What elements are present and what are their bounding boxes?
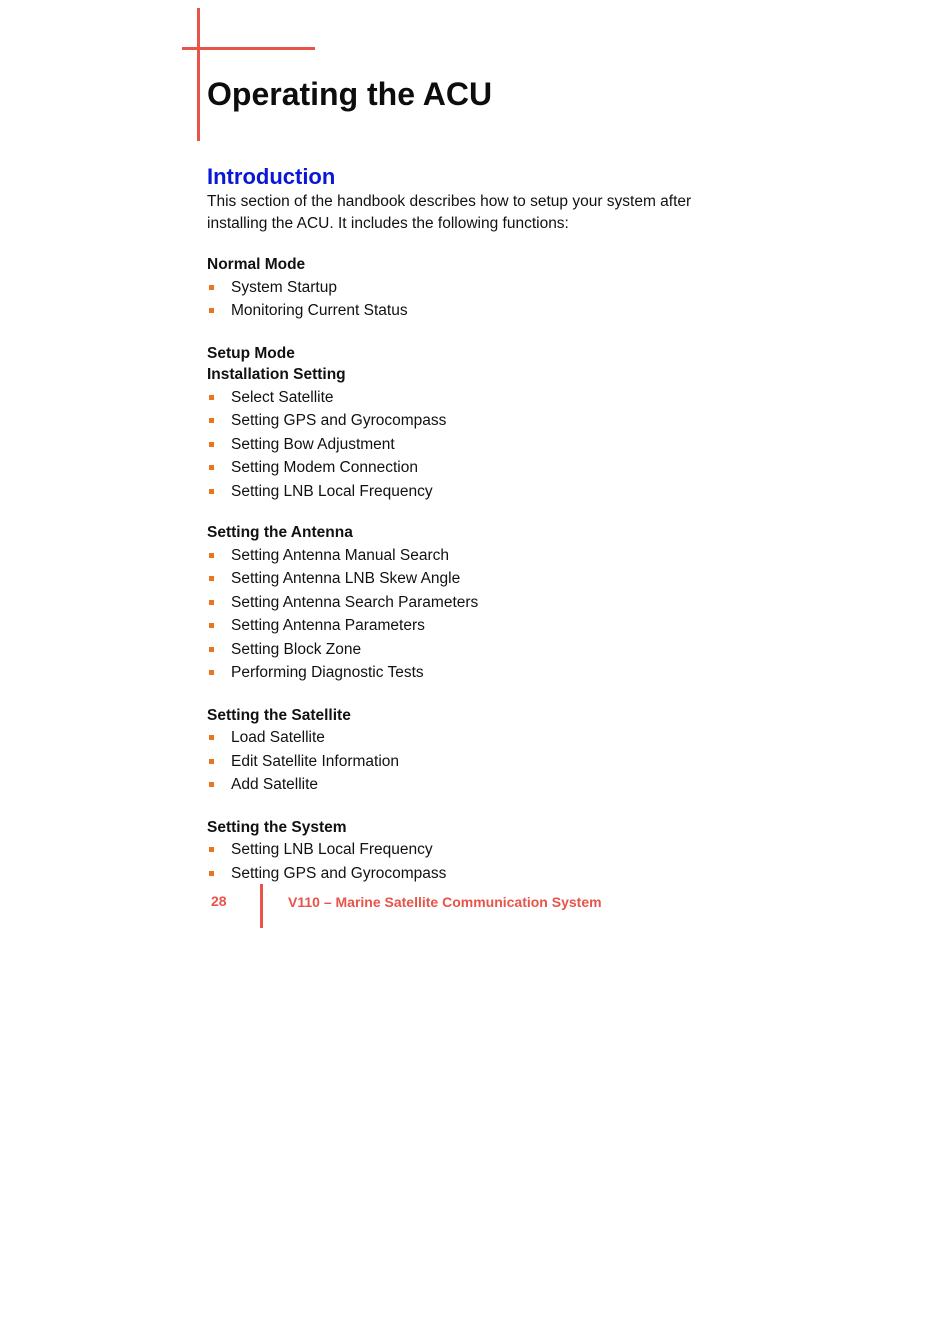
list-item-label: Setting GPS and Gyrocompass <box>231 864 447 882</box>
bullet-icon <box>209 285 214 290</box>
bullet-icon <box>209 489 214 494</box>
footer-divider <box>260 884 263 928</box>
list-item <box>207 567 767 591</box>
intro-line-2: installing the ACU. It includes the following functions: <box>207 214 569 232</box>
list-item-label: Add Satellite <box>231 776 319 793</box>
list-item <box>207 544 767 568</box>
page-number: 28 <box>211 893 227 909</box>
list-item <box>207 726 767 750</box>
list-item-label: Setting LNB Local Frequency <box>231 841 433 858</box>
normal-mode-heading: Normal Mode <box>207 256 306 273</box>
bullet-icon <box>209 782 214 787</box>
satellite-list <box>207 726 767 797</box>
list-item-label: Setting Bow Adjustment <box>231 435 395 453</box>
installation-setting-heading: Installation Setting <box>207 366 346 383</box>
bullet-icon <box>209 871 214 876</box>
system-heading: Setting the System <box>207 818 347 836</box>
list-item <box>207 386 767 410</box>
intro-line-1: This section of the handbook describes how to setup your system after <box>207 193 692 210</box>
list-item-label: Setting Antenna LNB Skew Angle <box>231 570 461 587</box>
system-list <box>207 838 767 885</box>
list-item <box>207 433 767 457</box>
list-item <box>207 299 767 323</box>
list-item <box>207 838 767 862</box>
list-item <box>207 276 767 300</box>
list-item-label: Monitoring Current Status <box>231 302 408 319</box>
list-item <box>207 409 767 433</box>
bullet-icon <box>209 670 214 675</box>
list-item <box>207 456 767 480</box>
list-item-label: Performing Diagnostic Tests <box>231 664 424 681</box>
bullet-icon <box>209 553 214 558</box>
antenna-heading: Setting the Antenna <box>207 524 353 541</box>
list-item-label: Setting Modem Connection <box>231 459 418 476</box>
list-item <box>207 480 767 504</box>
list-item <box>207 773 767 797</box>
list-item-label: Select Satellite <box>231 388 334 406</box>
setup-mode-heading: Setup Mode <box>207 344 295 362</box>
antenna-list <box>207 544 767 685</box>
bullet-icon <box>209 759 214 764</box>
bullet-icon <box>209 623 214 628</box>
list-item-label: Setting Antenna Manual Search <box>231 546 450 564</box>
list-item-label: Load Satellite <box>231 729 325 746</box>
list-item <box>207 750 767 774</box>
bullet-icon <box>209 647 214 652</box>
list-item <box>207 661 767 685</box>
bullet-icon <box>209 395 214 400</box>
list-item-label: Setting Antenna Search Parameters <box>231 593 479 611</box>
normal-mode-list <box>207 276 767 323</box>
bullet-icon <box>209 600 214 605</box>
bullet-icon <box>209 576 214 581</box>
bullet-icon <box>209 465 214 470</box>
page-content <box>207 163 767 885</box>
list-item <box>207 862 767 886</box>
bullet-icon <box>209 847 214 852</box>
bullet-icon <box>209 735 214 740</box>
list-item-label: Setting GPS and Gyrocompass <box>231 412 447 429</box>
bullet-icon <box>209 442 214 447</box>
page-title: Operating the ACU <box>207 76 493 112</box>
list-item-label: System Startup <box>231 278 337 296</box>
list-item-label: Setting Antenna Parameters <box>231 617 425 634</box>
list-item-label: Edit Satellite Information <box>231 752 400 770</box>
footer-title: V110 – Marine Satellite Communication System <box>288 894 602 910</box>
bullet-icon <box>209 418 214 423</box>
satellite-heading: Setting the Satellite <box>207 706 351 724</box>
bullet-icon <box>209 308 214 313</box>
installation-setting-list <box>207 386 767 504</box>
list-item-label: Setting Block Zone <box>231 640 362 658</box>
list-item-label: Setting LNB Local Frequency <box>231 482 433 500</box>
list-item <box>207 614 767 638</box>
corner-rule-horizontal <box>182 47 315 50</box>
corner-rule-vertical <box>197 8 200 141</box>
list-item <box>207 591 767 615</box>
list-item <box>207 638 767 662</box>
intro-heading: Introduction <box>207 164 336 189</box>
